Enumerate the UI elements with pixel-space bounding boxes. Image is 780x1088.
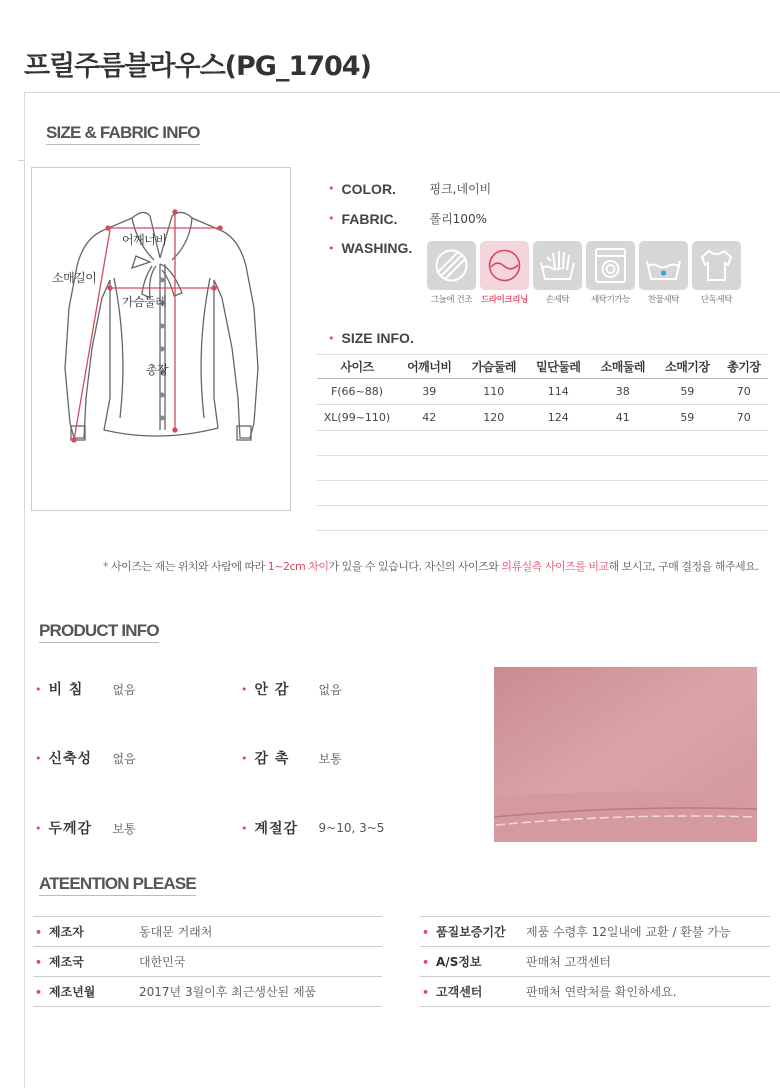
- size-col-header: 어깨너비: [397, 355, 462, 379]
- info-washing-key: WASHING.: [341, 240, 413, 256]
- table-row: [420, 947, 770, 977]
- wash-label: 세탁기가능: [590, 295, 631, 305]
- attention-value: 판매처 연락처를 확인하세요.: [526, 977, 770, 1007]
- notice-star: *: [103, 560, 108, 573]
- size-cell: 124: [526, 405, 591, 431]
- size-cell: 70: [720, 379, 768, 405]
- info-size-key: SIZE INFO.: [341, 330, 414, 346]
- hand-wash-icon: [533, 241, 582, 290]
- bullet-icon: •: [241, 682, 248, 696]
- separate-wash-icon: [692, 241, 741, 290]
- bullet-icon: •: [422, 956, 430, 969]
- size-cell: 120: [462, 405, 527, 431]
- bullet-icon: •: [328, 212, 335, 225]
- bullet-icon: •: [422, 986, 430, 999]
- product-info-thickness: [35, 818, 136, 838]
- attention-value: 동대문 거래처: [139, 917, 382, 947]
- attention-key: [420, 947, 526, 977]
- info-fabric-value: 폴리100%: [429, 212, 487, 226]
- section-title-size-fabric: SIZE & FABRIC INFO: [46, 123, 200, 145]
- notice-highlight-1: 1~2cm 차이: [267, 560, 329, 573]
- attention-value: 2017년 3월이후 최근생산된 제품: [139, 977, 382, 1007]
- size-col-header: 밑단둘레: [526, 355, 591, 379]
- attention-key-label: 제조자: [49, 925, 84, 939]
- info-size: [328, 330, 430, 346]
- info-washing: [328, 240, 430, 256]
- table-row: [33, 977, 382, 1007]
- size-col-header: 소매둘레: [591, 355, 656, 379]
- table-row-empty: [317, 481, 768, 506]
- bullet-icon: •: [35, 821, 42, 835]
- size-col-header: 총기장: [720, 355, 768, 379]
- section-title-attention: ATEENTION PLEASE: [39, 874, 196, 896]
- size-col-header: 가슴둘레: [462, 355, 527, 379]
- attention-key: [420, 917, 526, 947]
- wash-item-hand-wash: [531, 241, 584, 305]
- attention-key: [33, 947, 139, 977]
- size-cell: 38: [591, 379, 656, 405]
- size-cell: 114: [526, 379, 591, 405]
- blouse-drawing-icon: [32, 168, 290, 510]
- notice-text-2: 가 있을 수 있습니다. 자신의 사이즈와: [328, 560, 502, 573]
- size-cell: XL(99~110): [317, 405, 397, 431]
- table-row-empty: [317, 431, 768, 456]
- attention-table-left: [33, 916, 382, 1007]
- table-row-empty: [317, 456, 768, 481]
- garment-label-sleeve: 소매길이: [52, 271, 97, 285]
- attention-value: 제품 수령후 12일내에 교환 / 환불 가능: [526, 917, 770, 947]
- size-notice: [103, 558, 758, 574]
- table-row: [33, 917, 382, 947]
- attention-value: 판매처 고객센터: [526, 947, 770, 977]
- bullet-icon: •: [241, 821, 248, 835]
- washing-machine-icon: [586, 241, 635, 290]
- size-cell: 70: [720, 405, 768, 431]
- wash-item-separate-wash: [690, 241, 743, 305]
- washing-icons: [425, 241, 743, 305]
- attention-key-label: A/S정보: [436, 955, 482, 969]
- size-table-header: [317, 355, 768, 379]
- dry-clean-icon: [480, 241, 529, 290]
- notice-highlight-2: 의류실측 사이즈를 비교: [501, 560, 609, 573]
- product-info-key: 안 감: [254, 682, 290, 698]
- product-info-value: 9~10, 3~5: [318, 821, 385, 835]
- attention-key-label: 고객센터: [436, 985, 483, 999]
- attention-key-label: 제조년월: [49, 985, 96, 999]
- attention-value: 대한민국: [139, 947, 382, 977]
- product-info-texture: [241, 748, 342, 768]
- garment-label-shoulder: 어깨너비: [122, 233, 167, 247]
- info-color: [328, 180, 491, 197]
- fabric-photo: [494, 667, 757, 842]
- product-info-value: 없음: [318, 682, 342, 697]
- attention-key: [33, 917, 139, 947]
- section-title-product-info: PRODUCT INFO: [39, 621, 159, 643]
- product-info-value: 보통: [318, 751, 342, 766]
- info-fabric-key: FABRIC.: [341, 210, 398, 227]
- product-info-key: 계절감: [254, 821, 299, 837]
- size-cell: 110: [462, 379, 527, 405]
- bullet-icon: •: [35, 682, 42, 696]
- product-info-value: 보통: [112, 821, 136, 836]
- info-fabric: [328, 210, 487, 227]
- size-table: [317, 354, 768, 531]
- table-row: [33, 947, 382, 977]
- garment-label-length: 총장: [146, 363, 169, 377]
- size-cell: 39: [397, 379, 462, 405]
- bullet-icon: •: [328, 331, 335, 345]
- product-info-key: 두께감: [48, 821, 93, 837]
- size-cell: 59: [655, 405, 720, 431]
- page-title: 프릴주름블라우스(PG_1704): [24, 51, 371, 82]
- size-col-header: 사이즈: [317, 355, 397, 379]
- bullet-icon: •: [241, 751, 248, 765]
- wash-item-washing-machine: [584, 241, 637, 305]
- table-row: [420, 917, 770, 947]
- attention-key-label: 품질보증기간: [436, 925, 506, 939]
- product-info-value: 없음: [112, 751, 136, 766]
- garment-label-chest: 가슴둘레: [122, 295, 167, 309]
- product-info-opacity: [35, 679, 136, 699]
- size-cell: F(66~88): [317, 379, 397, 405]
- table-row: [420, 977, 770, 1007]
- wash-label: 찬물세탁: [647, 295, 680, 305]
- wash-label: 손세탁: [545, 295, 570, 305]
- product-info-key: 신축성: [48, 751, 93, 767]
- attention-table-right: [420, 916, 770, 1007]
- attention-key: [420, 977, 526, 1007]
- shade-dry-icon: [427, 241, 476, 290]
- product-info-value: 없음: [112, 682, 136, 697]
- cold-wash-icon: [639, 241, 688, 290]
- info-color-value: 핑크,네이비: [429, 182, 492, 196]
- notice-text-1: 사이즈는 재는 위치와 사람에 따라: [111, 560, 268, 573]
- bullet-icon: •: [35, 986, 43, 999]
- attention-key-label: 제조국: [49, 955, 84, 969]
- frame-tick: [18, 160, 24, 161]
- attention-key: [33, 977, 139, 1007]
- product-info-key: 비 침: [48, 682, 84, 698]
- product-info-key: 감 촉: [254, 751, 290, 767]
- bullet-icon: •: [35, 751, 42, 765]
- size-cell: 41: [591, 405, 656, 431]
- size-cell: 59: [655, 379, 720, 405]
- table-row-empty: [317, 506, 768, 531]
- bullet-icon: •: [422, 926, 430, 939]
- bullet-icon: •: [35, 926, 43, 939]
- table-row: [317, 379, 768, 405]
- size-cell: 42: [397, 405, 462, 431]
- product-info-lining: [241, 679, 342, 699]
- size-col-header: 소매기장: [655, 355, 720, 379]
- wash-label: 드라이크리닝: [481, 295, 528, 305]
- wash-label: 단독세탁: [700, 295, 733, 305]
- info-color-key: COLOR.: [341, 180, 396, 197]
- table-row: [317, 405, 768, 431]
- wash-item-cold-wash: [637, 241, 690, 305]
- wash-label: 그늘에 건조: [430, 295, 473, 305]
- product-info-season: [241, 818, 384, 838]
- bullet-icon: •: [35, 956, 43, 969]
- bullet-icon: •: [328, 182, 335, 195]
- wash-item-shade-dry: [425, 241, 478, 305]
- bullet-icon: •: [328, 241, 335, 255]
- notice-text-3: 해 보시고, 구매 결정을 해주세요.: [608, 560, 759, 573]
- wash-item-dry-clean: [478, 241, 531, 305]
- garment-diagram: [31, 167, 291, 511]
- product-info-stretch: [35, 748, 136, 768]
